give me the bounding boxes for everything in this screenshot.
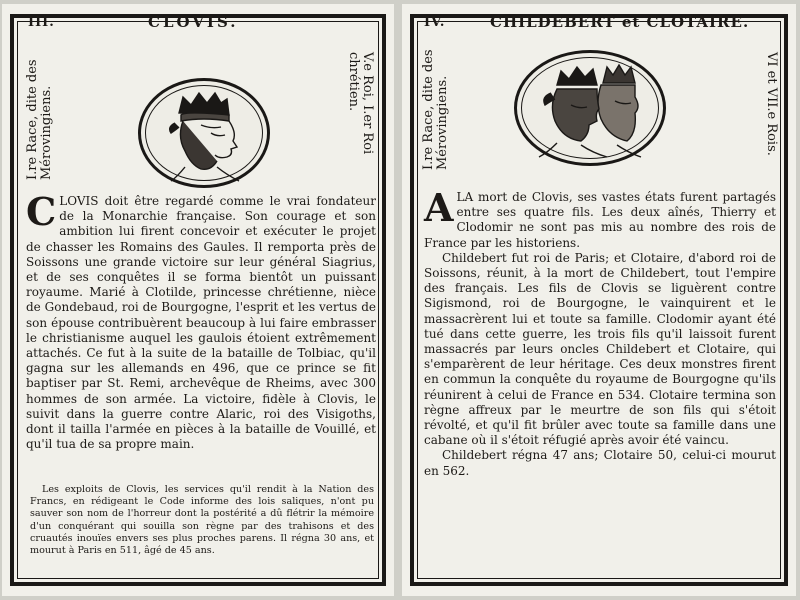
- card-title: CHILDEBERT et CLOTAIRE.: [490, 13, 750, 31]
- history-text: [424, 185, 776, 479]
- history-paragraph-2: Childebert fut roi de Paris; et Clotaire, d'abord roi de Soissons, réunit, à la mort de Childebert, tout l'empire des français. Les fils de Clovis se liguèrent contre Sigismond, roi de Bourgogne, le vainquirent et le massacrèrent lui et toute sa famille. Clodomir ayant été tué dans cette guerre, les trois fils qu'il laissoit furent massacrés par leurs oncles Childebert et Clotaire, qui s'emparèrent de leur héritage. Ces deux monstres firent en commun la conquête du royaume de Bourgogne qu'ils réunirent à celui de France en 534. Clotaire termina son règne affreux par le meurtre de son fils qui s'étoit révolté, et qu'il fit brûler avec toute sa famille dans une cabane où il s'étoit réfugié après avoir été vaincu.: [424, 250, 776, 448]
- portrait-medallion: [514, 50, 666, 166]
- card-number: III.: [28, 15, 55, 30]
- card-number: IV.: [424, 15, 446, 30]
- crowned-king-portrait-icon: [141, 81, 267, 185]
- two-crowned-kings-portrait-icon: [517, 53, 663, 163]
- biography-paragraph: LOVIS doit être regardé comme le vrai fondateur de la Monarchie française. Son courage et son ambition lui firent concevoir et exécuter le projet de chasser les Romains des Gaules. Il remporta près de Soissons une grande victoire sur leur général Siagrius, et de ses conquêtes il se forma bientôt un puissant royaume. Marié à Clotilde, princesse chrétienne, nièce de Gondebaud, roi de Bourgogne, l'esprit et les vertus de son épouse contribuèrent beaucoup à lui faire embrasser le christianisme auquel les gaulois étoient extrêmement attachés. Ce fut à la suite de la bataille de Tolbiac, qu'il gagna sur les allemands en 496, que ce prince se fit baptiser par St. Remi, archevêque de Rheims, avec 300 hommes de son armée. La victoire, fidèle à Clovis, le suivit dans la guerre contre Alaric, roi des Visigoths, dont il tailla l'armée en pièces à la bataille de Vouillé, et qu'il tua de sa propre main.: [26, 194, 376, 452]
- history-paragraph-3: Childebert régna 47 ans; Clotaire 50, celui-ci mourut en 562.: [424, 448, 776, 478]
- portrait-medallion: [138, 78, 270, 188]
- drop-cap: A: [424, 185, 454, 230]
- side-caption-right: VI et VII.e Rois.: [764, 52, 779, 156]
- side-caption-left: I.re Race, dite des Mérovingiens.: [25, 59, 54, 180]
- side-caption-right: V.e Roi, I.er Roi chrétien.: [346, 52, 375, 155]
- card-clovis: [2, 4, 394, 596]
- card-childebert-clotaire: [402, 4, 796, 596]
- footnote: Les exploits de Clovis, les services qu'il rendit à la Nation des Francs, en rédigeant le Code informe des lois saliques, n'ont pu sauver son nom de l'horreur dont la postérité a dû flétrir la mémoire d'un conquérant qui souilla son règne par des trahisons et des cruautés inouïes envers ses plus proches parens. Il régna 30 ans, et mourut à Paris en 511, âgé de 45 ans.: [30, 484, 374, 557]
- history-paragraph-1: LA mort de Clovis, ses vastes états furent partagés entre ses quatre fils. Les deux aînés, Thierry et Clodomir ne sont pas mis au nombre des rois de France par les historiens.: [424, 190, 776, 250]
- drop-cap: C: [26, 189, 57, 234]
- side-caption-left: I.re Race, dite des Mérovingiens.: [421, 49, 450, 170]
- card-title: CLOVIS.: [148, 13, 239, 31]
- biography-text: [26, 189, 376, 452]
